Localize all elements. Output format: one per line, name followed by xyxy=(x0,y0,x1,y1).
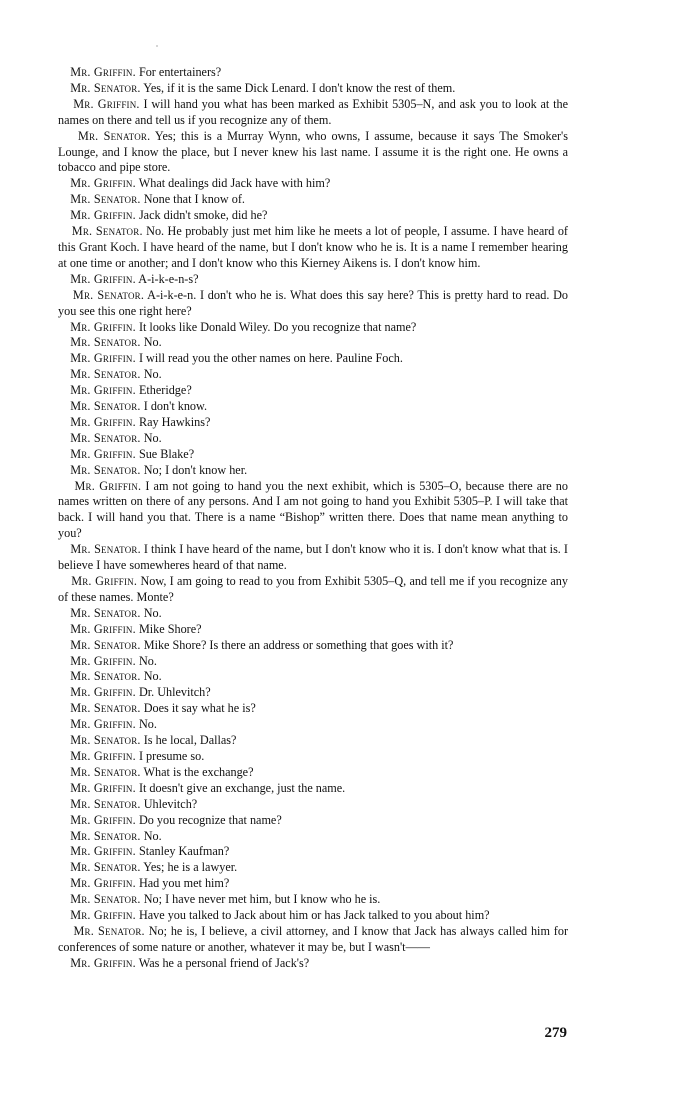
stray-mark xyxy=(156,45,158,47)
transcript-body xyxy=(58,65,568,972)
testimony-paragraph xyxy=(58,320,568,336)
paragraph-indent xyxy=(58,542,70,556)
testimony-paragraph xyxy=(58,272,568,288)
speaker-name: Mr. Senator. xyxy=(70,733,141,748)
testimony-text: Does it say what he is? xyxy=(143,701,256,716)
paragraph-indent xyxy=(58,844,70,858)
speaker-name: Mr. Senator. xyxy=(70,430,141,445)
paragraph-indent xyxy=(58,638,70,652)
speaker-name: Mr. Senator. xyxy=(70,335,141,350)
testimony-paragraph xyxy=(58,288,568,320)
paragraph-indent xyxy=(58,606,70,620)
testimony-paragraph xyxy=(58,654,568,670)
testimony-text: Was he a personal friend of Jack's? xyxy=(138,955,310,970)
speaker-name: Mr. Griffin. xyxy=(70,908,136,923)
testimony-paragraph xyxy=(58,447,568,463)
testimony-paragraph xyxy=(58,622,568,638)
testimony-paragraph xyxy=(58,892,568,908)
paragraph-indent xyxy=(58,383,70,397)
testimony-paragraph xyxy=(58,733,568,749)
paragraph-indent xyxy=(58,781,70,795)
paragraph-indent xyxy=(58,463,70,477)
speaker-name: Mr. Griffin. xyxy=(70,717,136,732)
testimony-paragraph xyxy=(58,335,568,351)
testimony-text: Etheridge? xyxy=(138,383,192,398)
paragraph-indent xyxy=(58,733,70,747)
speaker-name: Mr. Griffin. xyxy=(74,478,142,493)
testimony-paragraph xyxy=(58,749,568,765)
testimony-text: No. xyxy=(143,605,162,620)
testimony-paragraph xyxy=(58,876,568,892)
paragraph-indent xyxy=(58,81,70,95)
testimony-text: It looks like Donald Wiley. Do you recognize that name? xyxy=(138,319,417,334)
testimony-paragraph xyxy=(58,717,568,733)
speaker-name: Mr. Senator. xyxy=(70,764,141,779)
paragraph-indent xyxy=(58,431,70,445)
testimony-paragraph xyxy=(58,829,568,845)
testimony-text: No; I have never met him, but I know who he is. xyxy=(143,892,381,907)
testimony-text: No. xyxy=(138,717,157,732)
paragraph-indent xyxy=(58,65,70,79)
paragraph-indent xyxy=(58,860,70,874)
paragraph-indent xyxy=(58,717,70,731)
speaker-name: Mr. Senator. xyxy=(72,287,145,302)
paragraph-indent xyxy=(58,479,74,493)
paragraph-indent xyxy=(58,176,70,190)
speaker-name: Mr. Senator. xyxy=(70,637,141,652)
testimony-text: Mike Shore? xyxy=(138,621,202,636)
testimony-text: What dealings did Jack have with him? xyxy=(138,176,331,191)
paragraph-indent xyxy=(58,813,70,827)
testimony-paragraph xyxy=(58,638,568,654)
testimony-paragraph xyxy=(58,685,568,701)
testimony-paragraph xyxy=(58,192,568,208)
testimony-text: Is he local, Dallas? xyxy=(143,733,237,748)
testimony-text: Uhlevitch? xyxy=(143,796,198,811)
paragraph-indent xyxy=(58,908,70,922)
testimony-text: Yes, if it is the same Dick Lenard. I don't know the rest of them. xyxy=(143,80,456,95)
paragraph-indent xyxy=(58,399,70,413)
testimony-paragraph xyxy=(58,765,568,781)
speaker-name: Mr. Senator. xyxy=(70,892,141,907)
paragraph-indent xyxy=(58,924,73,938)
testimony-paragraph xyxy=(58,956,568,972)
speaker-name: Mr. Senator. xyxy=(70,192,141,207)
paragraph-indent xyxy=(58,829,70,843)
testimony-text: Ray Hawkins? xyxy=(138,414,211,429)
testimony-text: Sue Blake? xyxy=(138,446,195,461)
testimony-paragraph xyxy=(58,208,568,224)
paragraph-indent xyxy=(58,797,70,811)
testimony-paragraph xyxy=(58,176,568,192)
paragraph-indent xyxy=(58,335,70,349)
speaker-name: Mr. Griffin. xyxy=(70,812,136,827)
testimony-text: For entertainers? xyxy=(138,65,222,79)
testimony-paragraph xyxy=(58,924,568,956)
testimony-paragraph xyxy=(58,908,568,924)
paragraph-indent xyxy=(58,447,70,461)
paragraph-indent xyxy=(58,892,70,906)
testimony-text: No. xyxy=(143,367,162,382)
speaker-name: Mr. Senator. xyxy=(70,860,141,875)
paragraph-indent xyxy=(58,876,70,890)
testimony-text: A-i-k-e-n-s? xyxy=(138,271,199,286)
paragraph-indent xyxy=(58,129,78,143)
paragraph-indent xyxy=(58,208,70,222)
testimony-text: No. xyxy=(143,335,162,350)
testimony-text: No; he is, I believe, a civil attorney, and I know that Jack has always called him for conferences of some nature or another, whatever it may be, but I wasn't—— xyxy=(58,923,569,954)
testimony-paragraph xyxy=(58,383,568,399)
testimony-paragraph xyxy=(58,65,568,81)
page-number: 279 xyxy=(544,1025,567,1041)
speaker-name: Mr. Senator. xyxy=(70,701,141,716)
speaker-name: Mr. Senator. xyxy=(70,796,141,811)
paragraph-indent xyxy=(58,685,70,699)
testimony-paragraph xyxy=(58,399,568,415)
paragraph-indent xyxy=(58,701,70,715)
testimony-text: No; I don't know her. xyxy=(143,462,248,477)
speaker-name: Mr. Griffin. xyxy=(70,271,136,286)
testimony-paragraph xyxy=(58,797,568,813)
testimony-text: Yes; this is a Murray Wynn, who owns, I assume, because it says The Smoker's Lounge, and I know the place, but I never knew his last name. I assume it is the right one. He owns a tobacco and pipe store. xyxy=(58,128,568,175)
testimony-paragraph xyxy=(58,574,568,606)
testimony-text: I presume so. xyxy=(138,748,205,763)
testimony-text: Mike Shore? Is there an address or something that goes with it? xyxy=(143,637,454,652)
paragraph-indent xyxy=(58,669,70,683)
testimony-paragraph xyxy=(58,844,568,860)
speaker-name: Mr. Griffin. xyxy=(70,414,136,429)
testimony-text: Do you recognize that name? xyxy=(138,812,282,827)
testimony-paragraph xyxy=(58,81,568,97)
testimony-text: No. xyxy=(143,828,162,843)
speaker-name: Mr. Griffin. xyxy=(70,383,136,398)
speaker-name: Mr. Senator. xyxy=(70,669,141,684)
speaker-name: Mr. Senator. xyxy=(71,224,143,239)
testimony-text: I will hand you what has been marked as Exhibit 5305–N, and ask you to look at the names on there and tell us if you recognize any of them. xyxy=(58,96,568,127)
testimony-paragraph xyxy=(58,367,568,383)
speaker-name: Mr. Senator. xyxy=(70,367,141,382)
speaker-name: Mr. Griffin. xyxy=(70,351,136,366)
paragraph-indent xyxy=(58,192,70,206)
testimony-text: No. xyxy=(138,653,157,668)
testimony-text: Have you talked to Jack about him or has Jack talked to you about him? xyxy=(138,908,490,923)
testimony-paragraph xyxy=(58,606,568,622)
testimony-text: No. He probably just met him like he meets a lot of people, I assume. I have heard of this Grant Koch. I have heard of the name, but I don't know who he is. It is a name I remember hearing at one time or another; and I don't know who this Kierney Aikens is. I don't know him. xyxy=(58,224,568,270)
speaker-name: Mr. Griffin. xyxy=(70,65,136,79)
testimony-text: Stanley Kaufman? xyxy=(138,844,230,859)
testimony-paragraph xyxy=(58,415,568,431)
testimony-text: What is the exchange? xyxy=(143,764,254,779)
paragraph-indent xyxy=(58,272,70,286)
paragraph-indent xyxy=(58,956,70,970)
testimony-text: I am not going to hand you the next exhibit, which is 5305–O, because there are no names written on there of any persons. And I am not going to hand you Exhibit 5305–P. I will take that back. I will hand you that. There is a name “Bishop” written there. Does that name mean anything to you? xyxy=(58,478,568,541)
speaker-name: Mr. Griffin. xyxy=(70,621,136,636)
speaker-name: Mr. Griffin. xyxy=(70,446,136,461)
testimony-paragraph xyxy=(58,813,568,829)
testimony-text: No. xyxy=(143,669,162,684)
speaker-name: Mr. Griffin. xyxy=(70,208,136,223)
speaker-name: Mr. Senator. xyxy=(73,923,145,938)
paragraph-indent xyxy=(58,351,70,365)
testimony-text: None that I know of. xyxy=(143,192,245,207)
paragraph-indent xyxy=(58,224,72,238)
paragraph-indent xyxy=(58,654,70,668)
speaker-name: Mr. Senator. xyxy=(70,399,141,414)
paragraph-indent xyxy=(58,574,71,588)
testimony-paragraph xyxy=(58,351,568,367)
speaker-name: Mr. Griffin. xyxy=(70,653,136,668)
testimony-text: I will read you the other names on here. Pauline Foch. xyxy=(138,351,403,366)
paragraph-indent xyxy=(58,288,73,302)
testimony-text: A-i-k-e-n. I don't who he is. What does this say here? This is pretty hard to read. Do you see this one right here? xyxy=(58,287,569,318)
paragraph-indent xyxy=(58,367,70,381)
testimony-text: Dr. Uhlevitch? xyxy=(138,685,211,700)
speaker-name: Mr. Griffin. xyxy=(70,876,136,891)
testimony-paragraph xyxy=(58,129,568,177)
paragraph-indent xyxy=(58,320,70,334)
paragraph-indent xyxy=(58,765,70,779)
speaker-name: Mr. Griffin. xyxy=(73,96,140,111)
testimony-paragraph xyxy=(58,701,568,717)
paragraph-indent xyxy=(58,622,70,636)
speaker-name: Mr. Griffin. xyxy=(70,319,136,334)
speaker-name: Mr. Griffin. xyxy=(70,176,136,191)
testimony-text: I don't know. xyxy=(143,399,208,414)
speaker-name: Mr. Griffin. xyxy=(70,685,136,700)
speaker-name: Mr. Griffin. xyxy=(70,844,136,859)
paragraph-indent xyxy=(58,97,73,111)
testimony-paragraph xyxy=(58,542,568,574)
speaker-name: Mr. Senator. xyxy=(70,462,141,477)
speaker-name: Mr. Senator. xyxy=(70,542,141,557)
speaker-name: Mr. Senator. xyxy=(77,128,151,143)
testimony-text: No. xyxy=(143,430,162,445)
testimony-text: Yes; he is a lawyer. xyxy=(143,860,238,875)
testimony-paragraph xyxy=(58,860,568,876)
speaker-name: Mr. Griffin. xyxy=(70,955,136,970)
speaker-name: Mr. Senator. xyxy=(70,80,141,95)
speaker-name: Mr. Griffin. xyxy=(70,780,136,795)
speaker-name: Mr. Senator. xyxy=(70,828,141,843)
testimony-paragraph xyxy=(58,479,568,543)
testimony-paragraph xyxy=(58,669,568,685)
testimony-paragraph xyxy=(58,463,568,479)
speaker-name: Mr. Griffin. xyxy=(71,574,138,588)
testimony-text: Jack didn't smoke, did he? xyxy=(138,208,268,223)
testimony-text: Had you met him? xyxy=(138,876,230,891)
testimony-text: Now, I am going to read to you from Exhibit 5305–Q, and tell me if you recognize any of these names. Monte? xyxy=(58,574,568,604)
speaker-name: Mr. Senator. xyxy=(70,605,141,620)
testimony-paragraph xyxy=(58,431,568,447)
testimony-text: It doesn't give an exchange, just the name. xyxy=(138,780,346,795)
paragraph-indent xyxy=(58,415,70,429)
testimony-paragraph xyxy=(58,97,568,129)
speaker-name: Mr. Griffin. xyxy=(70,748,136,763)
testimony-paragraph xyxy=(58,224,568,272)
testimony-text: I think I have heard of the name, but I don't know who it is. I don't know what that is. I believe I have somewheres heard of that name. xyxy=(58,542,568,573)
testimony-paragraph xyxy=(58,781,568,797)
paragraph-indent xyxy=(58,749,70,763)
